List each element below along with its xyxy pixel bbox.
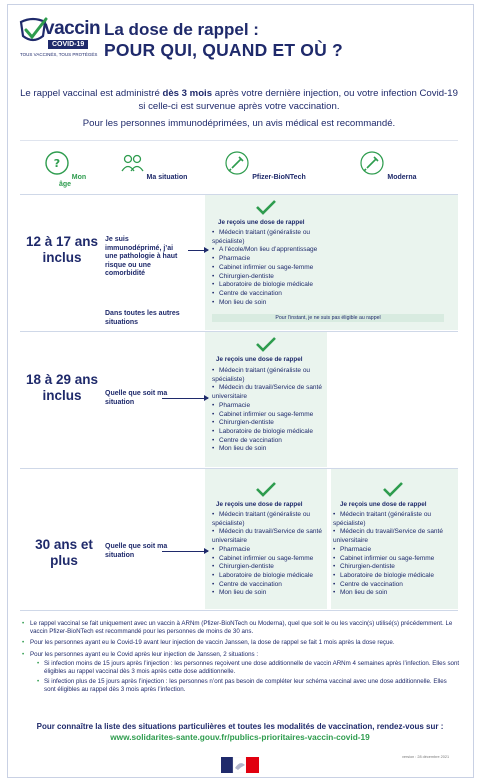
- syringe-icon: [359, 150, 385, 176]
- place-label: Cabinet infirmier ou sage-femme: [340, 554, 435, 562]
- row3-moderna-title: Je reçois une dose de rappel: [340, 501, 427, 508]
- cta-text: Pour connaître la liste des situations particulières et toutes les modalités de vaccination, rendez-vous sur :: [36, 722, 444, 731]
- row3-pfizer-places: [212, 511, 327, 598]
- not-eligible-banner: Pour l’instant, je ne suis pas éligible au rappel: [212, 314, 444, 322]
- svg-text:?: ?: [53, 157, 61, 170]
- age-12-17: 12 à 17 ans inclus: [25, 234, 99, 265]
- situation-any: Quelle que soit ma situation: [105, 543, 168, 559]
- place-label: Médecin du travail/Service de santé universitaire: [212, 528, 322, 545]
- place-label: Médecin traitant (généraliste ou spécialiste): [333, 511, 432, 527]
- situation-autres: Dans toutes les autres situations: [105, 310, 180, 326]
- list-item: [212, 563, 327, 572]
- question-head-icon: [44, 150, 70, 176]
- column-pfizer: [210, 150, 320, 181]
- row2-pfizer-title: Je reçois une dose de rappel: [216, 356, 303, 363]
- place-label: Médecin du travail/Service de santé universitaire: [333, 528, 443, 545]
- title-line-2: POUR QUI, QUAND ET OÙ ?: [104, 40, 343, 60]
- row-divider: [20, 610, 458, 611]
- column-pfizer-label: Pfizer-BioNTech: [252, 174, 306, 181]
- age-30-plus: 30 ans et plus: [35, 537, 93, 568]
- place-label: Médecin du travail/Service de santé universitaire: [212, 384, 322, 401]
- divider: [20, 140, 458, 141]
- list-item: [333, 555, 455, 564]
- list-item: [333, 572, 455, 581]
- row3-moderna-places: [333, 511, 455, 598]
- list-item: [333, 546, 455, 555]
- list-item: [212, 419, 327, 428]
- intro-bold: dès 3 mois: [162, 88, 213, 99]
- list-item: [212, 528, 327, 545]
- cta-link[interactable]: www.solidarites-sante.gouv.fr/publics-prioritaires-vaccin-covid-19: [110, 732, 370, 742]
- footnote: • Le rappel vaccinal se fait uniquement avec un vaccin à ARNm (Pfizer-BioNTech ou Moderna), quel que soit le ou les vaccin(s) utilisé(s) précédemment. Le vaccin Pfizer-BioNTech est recommandé pour les personnes de moins de 30 ans.: [22, 620, 460, 636]
- sub-footnote: • Si infection plus de 15 jours après l’injection : les personnes n’ont pas besoin de compléter leur schéma vaccinal avec une dose additionnelle. Elles sont éligibles au rappel dès 3 mois après l’infection.: [30, 678, 460, 694]
- footnote: • Pour les personnes ayant eu le Covid-19 avant leur injection de vaccin Janssen, la dose de rappel se fait 1 mois après la dose reçue.: [22, 639, 460, 647]
- people-icon: [119, 150, 145, 176]
- list-item: [212, 290, 342, 299]
- place-label: A l’école/Mon lieu d’apprentissage: [219, 246, 318, 254]
- column-situation-label: Ma situation: [146, 174, 188, 181]
- list-item: [212, 572, 327, 581]
- list-item: [212, 281, 342, 290]
- arrow: [162, 551, 208, 552]
- list-item: [333, 563, 455, 572]
- place-label: Pharmacie: [219, 545, 251, 553]
- place-label: Centre de vaccination: [219, 580, 282, 588]
- place-label: Cabinet infirmier ou sage-femme: [219, 410, 314, 418]
- place-label: Centre de vaccination: [340, 580, 403, 588]
- place-label: Mon lieu de soin: [219, 589, 267, 597]
- footnote-sublist: [30, 660, 460, 695]
- place-label: Cabinet infirmier ou sage-femme: [219, 263, 314, 271]
- page-title: [104, 20, 343, 60]
- column-age-label: Mon âge: [58, 174, 87, 188]
- sub-footnote: • Si infection moins de 15 jours après l’injection : les personnes reçoivent une dose additionnelle de vaccin ARNm 4 semaines après l’infection. Elles sont éligibles au rappel vaccinal dès 3 mois après cette dose additionnelle.: [30, 660, 460, 676]
- row3-pfizer-title: Je reçois une dose de rappel: [216, 501, 303, 508]
- list-item: [212, 411, 327, 420]
- logo-tagline: TOUS VACCINÉS, TOUS PROTÉGÉS: [20, 52, 98, 57]
- list-item: [212, 555, 327, 564]
- title-line-1: La dose de rappel :: [104, 20, 259, 39]
- list-item: [333, 589, 455, 598]
- intro-part-1: Le rappel vaccinal est administré: [20, 88, 163, 99]
- list-item: [333, 581, 455, 590]
- place-label: Mon lieu de soin: [340, 589, 388, 597]
- footnotes: [22, 620, 460, 698]
- list-item: [212, 437, 327, 446]
- place-label: Laboratoire de biologie médicale: [340, 571, 434, 579]
- list-item: [212, 255, 342, 264]
- place-label: Pharmacie: [219, 401, 251, 409]
- republique-francaise-logo: [221, 757, 259, 773]
- row1-places-list: [212, 229, 342, 307]
- list-item: [212, 264, 342, 273]
- list-item: [212, 581, 327, 590]
- column-moderna: [333, 150, 443, 181]
- arrow: [188, 250, 208, 251]
- check-icon: [255, 336, 277, 352]
- place-label: Pharmacie: [219, 255, 251, 263]
- situation-any: Quelle que soit ma situation: [105, 390, 168, 406]
- place-label: Laboratoire de biologie médicale: [219, 427, 313, 435]
- column-age: [40, 150, 90, 188]
- place-label: Pharmacie: [340, 545, 372, 553]
- situation-immunodeprime: Je suis immunodéprimé, j’ai une pathologie à haut risque ou une comorbidité: [105, 236, 178, 277]
- list-item: [212, 402, 327, 411]
- immunodeprimes-note: Pour les personnes immunodéprimées, un avis médical est recommandé.: [82, 118, 396, 129]
- version-label: version : 28 décembre 2021: [402, 755, 450, 759]
- place-label: Laboratoire de biologie médicale: [219, 281, 313, 289]
- check-icon: [382, 481, 404, 497]
- intro-part-2: après votre dernière injection, ou votre infection Covid-19 si celle-ci est survenue après votre vaccination.: [138, 88, 458, 112]
- place-label: Médecin traitant (généraliste ou spécialiste): [212, 511, 311, 527]
- row2-places-list: [212, 367, 327, 454]
- list-item: [212, 589, 327, 598]
- logo-brand: vaccin: [44, 18, 101, 39]
- check-icon: [255, 199, 277, 215]
- place-label: Centre de vaccination: [219, 289, 282, 297]
- age-18-29: 18 à 29 ans inclus: [25, 372, 99, 403]
- footnote-text: Pour les personnes ayant eu le Covid après leur injection de Janssen, 2 situations :: [30, 650, 259, 658]
- list-item: [212, 299, 342, 308]
- list-item: [212, 384, 327, 401]
- place-label: Chirurgien-dentiste: [219, 419, 274, 427]
- column-moderna-label: Moderna: [387, 174, 417, 181]
- place-label: Chirurgien-dentiste: [219, 272, 274, 280]
- place-label: Laboratoire de biologie médicale: [219, 571, 313, 579]
- row-divider: [20, 194, 458, 195]
- column-situation: [118, 150, 188, 181]
- call-to-action: [20, 721, 460, 743]
- list-item: [212, 445, 327, 454]
- list-item: [212, 511, 327, 528]
- list-item: [212, 367, 327, 384]
- syringe-icon: [224, 150, 250, 176]
- intro-text: [20, 87, 458, 113]
- place-label: Chirurgien-dentiste: [219, 563, 274, 571]
- place-label: Centre de vaccination: [219, 436, 282, 444]
- list-item: [212, 428, 327, 437]
- list-item: [212, 246, 342, 255]
- list-item: [333, 511, 455, 528]
- arrow: [162, 398, 208, 399]
- check-icon: [255, 481, 277, 497]
- place-label: Médecin traitant (généraliste ou spécialiste): [212, 367, 311, 383]
- place-label: Chirurgien-dentiste: [340, 563, 395, 571]
- vaccin-covid-logo: [18, 16, 101, 60]
- place-label: Cabinet infirmier ou sage-femme: [219, 554, 314, 562]
- place-label: Médecin traitant (généraliste ou spécialiste): [212, 229, 311, 245]
- list-item: [333, 528, 455, 545]
- footnote: [22, 651, 460, 695]
- row1-pfizer-title: Je reçois une dose de rappel: [218, 219, 305, 226]
- row-divider: [20, 468, 458, 469]
- list-item: [212, 273, 342, 282]
- place-label: Mon lieu de soin: [219, 445, 267, 453]
- list-item: [212, 546, 327, 555]
- place-label: Mon lieu de soin: [219, 298, 267, 306]
- logo-covid-badge: COVID-19: [48, 40, 88, 49]
- row-divider: [20, 331, 458, 332]
- list-item: [212, 229, 342, 246]
